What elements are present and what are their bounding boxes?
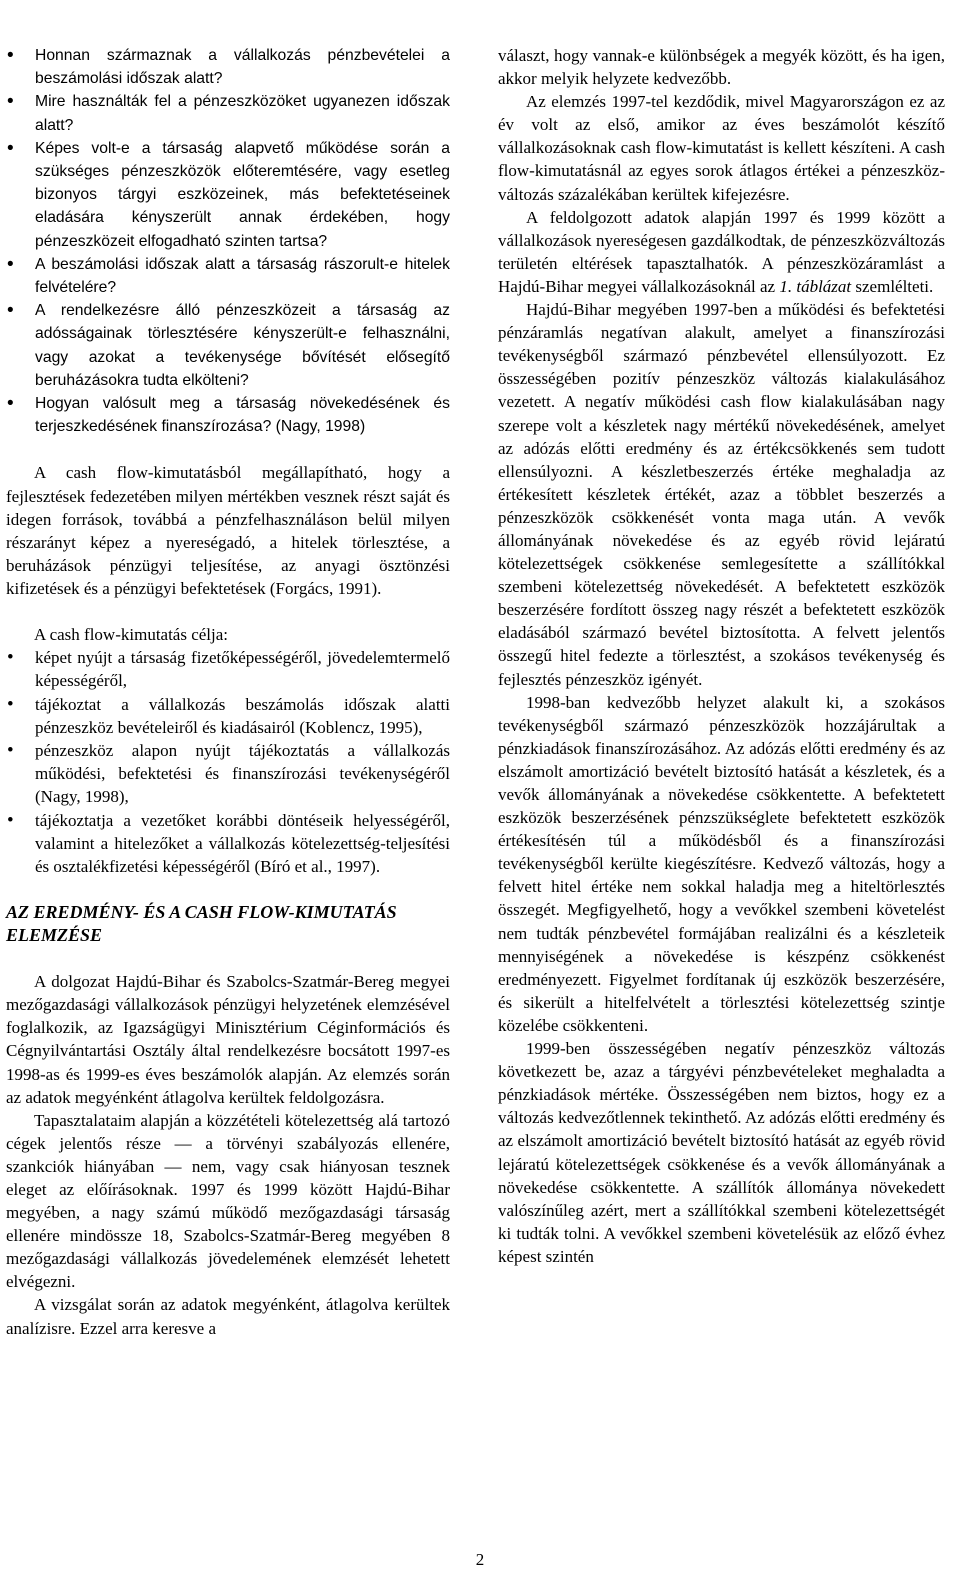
question-list (6, 44, 450, 438)
list-item: • Mire használták fel a pénzeszközöket ugyanezen időszak alatt? (6, 90, 450, 136)
section-heading: AZ EREDMÉNY- ÉS A CASH FLOW-KIMUTATÁS ELEMZÉSE (6, 902, 397, 946)
paragraph: A dolgozat Hajdú-Bihar és Szabolcs-Szatmár-Bereg megyei mezőgazdasági vállalkozások pénzügyi helyzetének elemzésével foglalkozik, az Igazságügyi Minisztérium Céginformációs és Cégnyilvántartási Osztály által rendelkezésre bocsátott 1997-es 1998-as és 1999-es éves beszámolók alapján. Az elemzés során az adatok megyénként átlagolva kerültek feldolgozásra. (6, 972, 450, 1107)
paragraph-text: A feldolgozott adatok alapján 1997 és 1999 között a vállalkozások nyereségesen gazdálkodtak, de pénzeszközváltozás területén eltérések tapasztalhatók. A pénzeszközáramlást a Hajdú-Bihar megyei vállalkozásoknál az (498, 207, 945, 296)
paragraph: választ, hogy vannak-e különbségek a megyék között, és ha igen, akkor melyik helyzete kedvezőbb. (498, 46, 945, 89)
right-column (498, 44, 945, 1268)
paragraph: Hajdú-Bihar megyében 1997-ben a működési és befektetési pénzáramlás negatívan alakult, amelyet a finanszírozási tevékenységből származó pénzbevétel ellensúlyozott. Ez összességében pozitív pénzeszköz változás kialakulásához vezetett. A negatív működési cash flow kialakulásában nagy szerepe volt a készletek nagy mértékű növekedésének, amelyet az adózás előtti eredmény és az értékcsökkenés sem tudott ellensúlyozni. A készletbeszerzés értéke meghaladja az értékesített készletek értékét, azaz a többlet beszerzés a pénzeszközök csökkenését vonta maga után. A vevők állományának növekedése és az egyéb rövid lejáratú kötelezettségek csökkenése semlegesítette a szállítókkal szembeni kötelezettség növekedését. A befektetett eszközök beszerzésére fordított összeg nagy részét a befektetett eszközök eladásából származó bevétel biztosította. A felvett jelentős összegű hitel fedezte a törlesztést, a szokásos tevékenység és fejlesztés pénzeszköz igényét. (498, 300, 945, 689)
paragraph (498, 206, 945, 298)
list-item: • tájékoztatja a vezetőket korábbi döntéseik helyességéről, valamint a hitelezőket a vállalkozás kötelezettség-teljesítési és osztalékfizetési képességéről (Bíró et al., 1997). (6, 809, 450, 879)
list-item: • A rendelkezésre álló pénzeszközeit a társaság az adósságainak törlesztésére kényszerült-e felhasználni, vagy azokat a tevékenysége bővítését elősegítő beruházásokra tudta elkölteni? (6, 299, 450, 392)
paragraph: A vizsgálat során az adatok megyénként, átlagolva kerültek analízisre. Ezzel arra keresve a (6, 1295, 450, 1338)
paragraph: 1999-ben összességében negatív pénzeszköz változás következett be, azaz a tárgyévi pénzbevételeket meghaladta a pénzkiadások mértéke. Összességében nem biztos, hogy ez a változás kedvezőtlennek tekinthető. Az adózás előtti eredmény és az elszámolt amortizáció bevételt biztosító hatását az egyéb rövid lejáratú kötelezettségek csökkenése és a vevők állományának a növekedése csökkentette. A szállítók állománya növekedett valószínűleg azért, mert a szállítókkal szembeni kötelezettségét ki tudták tolni. A vevőkkel szembeni követelésük az előző évhez képest szintén (498, 1039, 945, 1266)
paragraph: Az elemzés 1997-tel kezdődik, mivel Magyarországon ez az év volt az első, amikor az éves beszámolót készítő vállalkozásoknak cash flow-kimutatást is kellett készíteni. A cash flow-kimutatásnál az egyes sorok átlagos értékei a pénzeszköz-változás százalékában kerültek kifejezésre. (498, 92, 945, 204)
list-item: • tájékoztat a vállalkozás beszámolás időszak alatti pénzeszköz bevételeiről és kiadásairól (Koblencz, 1995), (6, 693, 450, 739)
list-item: • A beszámolási időszak alatt a társaság rászorult-e hitelek felvételére? (6, 253, 450, 299)
table-reference: 1. táblázat (779, 276, 852, 296)
list-item: • Képes volt-e a társaság alapvető működése során a szükséges pénzeszközök előteremtésére, vagy esetleg bizonyos tárgyi eszközeinek, más befektetéseinek eladására kényszerült annak érdekében, hogy pénzeszközeit elfogadható szinten tartsa? (6, 137, 450, 253)
list-item: • pénzeszköz alapon nyújt tájékoztatás a vállalkozás működési, befektetési és finanszírozási tevékenységéről (Nagy, 1998), (6, 739, 450, 809)
left-column (6, 44, 450, 1340)
list-item: • Honnan származnak a vállalkozás pénzbevételei a beszámolási időszak alatt? (6, 44, 450, 90)
purpose-intro: A cash flow-kimutatás célja: (34, 625, 229, 645)
list-item: • Hogyan valósult meg a társaság növekedésének és terjeszkedésének finanszírozása? (Nagy, 1998) (6, 392, 450, 438)
paragraph: Tapasztalataim alapján a közzétételi kötelezettség alá tartozó cégek jelentős része — a törvényi szabályozás ellenére, szankciók hiányában — nem, vagy csak hiányosan tesznek eleget az előírásoknak. 1997 és 1999 között Hajdú-Bihar megyében, a nagy számú működő mezőgazdasági társaság ellenére mindössze 18, Szabolcs-Szatmár-Bereg megyében 8 mezőgazdasági vállalkozás jövedelemének elemzését lehetett elvégezni. (6, 1110, 450, 1292)
paragraph: 1998-ban kedvezőbb helyzet alakult ki, a szokásos tevékenységből származó pénzeszközök hozzájárultak a pénzkiadások finanszírozásához. Az adózás előtti eredmény és az elszámolt amortizáció bevételt biztosító hatását a készletek, és a vevők állományának a növekedése csökkentette. A befektetett eszközök beszerzésének pénzszükséglete befektetett eszközök értékesítésén túl a működésből és a finanszírozási tevékenységből kerülte kiegészítésre. Kedvező változás, hogy a felvett hitel értéke nem sokkal haladja meg a hiteltörlesztés összegét. Megfigyelhető, hogy a vevőkkel szembeni követelést nem tudták pénzbevétel formájában realizálni és a készleteik mennyiségének a növekedése is készpénz csökkenést eredményezett. Figyelmet fordítanak új eszközök beszerzésére, és sikerült a hitelfelvételt a törlesztési kötelezettség szintje közelébe csökkenteni. (498, 692, 945, 1035)
paragraph-text: szemlélteti. (851, 276, 934, 296)
paragraph: A cash flow-kimutatásból megállapítható, hogy a fejlesztések fedezetében milyen mértékben vesznek részt saját és idegen források, továbbá a pénzfelhasználáson belül milyen részarányt képez a nyereségadó, a hitelek törlesztése, a beruházások pénzügyi teljesítése, az anyagi ösztönzési kifizetések és a pénzügyi befektetések (Forgács, 1991). (6, 463, 450, 598)
purpose-list (6, 646, 450, 878)
page-number: 2 (475, 1550, 485, 1569)
list-item: • képet nyújt a társaság fizetőképességéről, jövedelemtermelő képességéről, (6, 646, 450, 692)
